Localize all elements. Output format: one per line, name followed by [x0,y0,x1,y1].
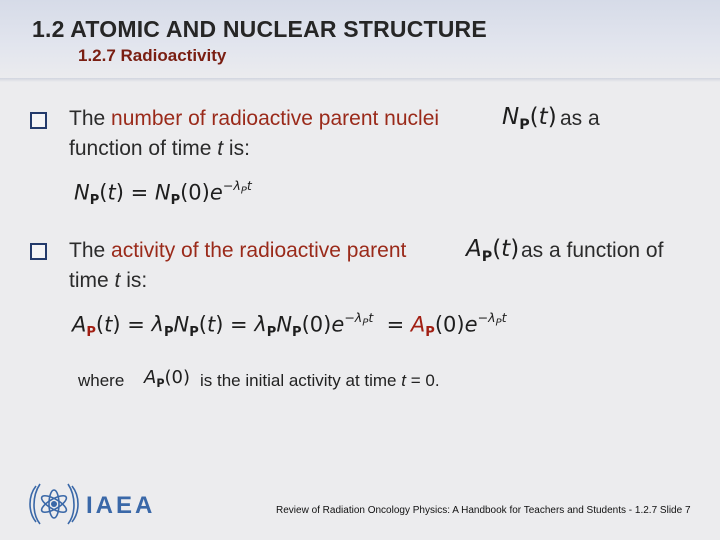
bullet-1-suffix: as a [560,107,600,130]
ap-t-symbol: $A_P(t)$ [466,236,520,265]
bullet-2-line-1: The activity of the radioactive parent [69,239,407,262]
bullet-2-highlight: activity of the radioactive parent [111,239,407,262]
iaea-emblem-icon [26,478,82,530]
bullet-checkbox-icon [30,243,47,260]
bullet-2-line-2: time t is: [69,269,148,292]
bullet-1-line-2: function of time t is: [69,137,250,160]
slide-title: 1.2 ATOMIC AND NUCLEAR STRUCTURE [32,16,487,42]
activity-equation: $A_P(t) = \lambda_PN_P(t) = \lambda_PN_P(0)e^{-\lambda_Pt} = A_P(0)e^{-\lambda_Pt}$ [72,310,507,340]
footer-citation: Review of Radiation Oncology Physics: A Handbook for Teachers and Students - 1.2.7 Slide 7 [276,505,691,516]
bullet-checkbox-icon [30,112,47,129]
bullet-1-highlight: number of radioactive parent nuclei [111,107,440,130]
np-t-symbol: $N_P(t)$ [502,104,557,133]
where-label: where [78,371,125,390]
decay-equation: $N_P(t) = N_P(0)e^{-\lambda_Pt}$ [74,178,252,208]
bullet-2-suffix: as a function of [521,239,664,262]
bullet-1-line-1: The number of radioactive parent nuclei [69,107,440,130]
where-text: is the initial activity at time t = 0. [200,371,440,390]
slide-subtitle: 1.2.7 Radioactivity [78,46,227,65]
ap-0-symbol: $A_P(0)$ [144,367,191,390]
iaea-logo-text: IAEA [86,492,156,519]
